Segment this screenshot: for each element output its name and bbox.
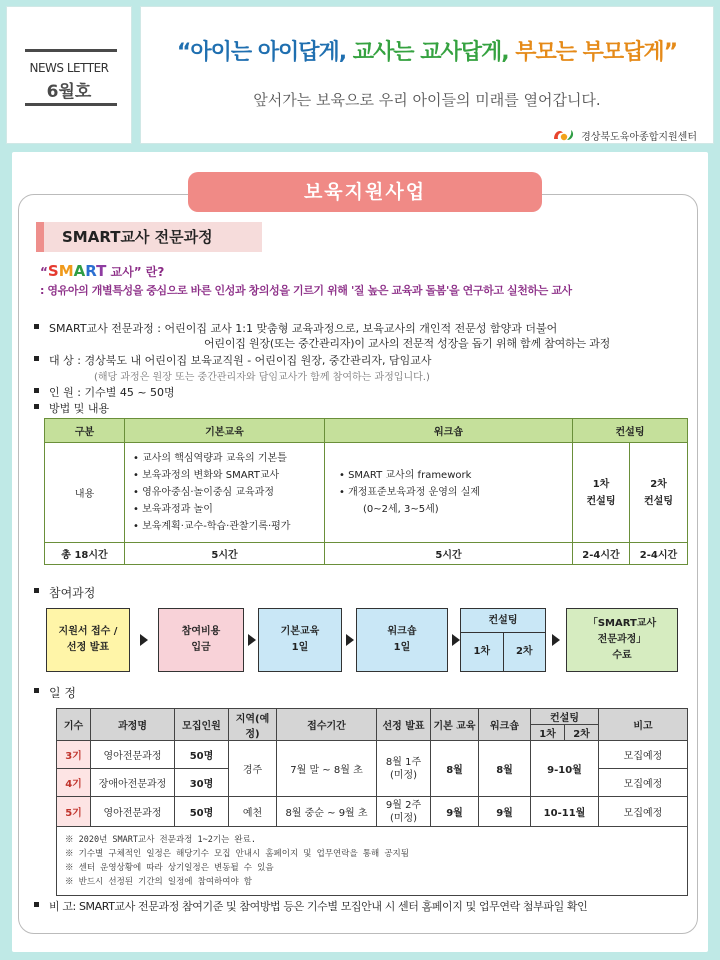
total-cell: 5시간 [125,543,325,565]
slogan-part1: 아이는 아이답게, [190,40,347,65]
col-header: 선정 발표 [377,709,431,741]
basic-list [125,443,325,543]
section-banner: 보육지원사업 [188,172,542,212]
schedule-heading: 일 정 [49,686,76,700]
total-cell: 2-4시간 [630,543,688,565]
consult-2: 2차 컨설팅 [630,443,688,543]
col-subheader: 1차 [531,725,565,741]
personnel-text: 인 원 : 기수별 45 ~ 50명 [49,386,175,399]
org-logo-icon [551,127,577,143]
region-cell: 경주 [229,741,277,797]
list-item: • SMART 교사의 framework [339,470,472,481]
slogan [141,35,713,66]
note-line: ※ 기수별 구체적인 일정은 해당기수 모집 안내시 홈페이지 및 업무연락을 통해 공지됨 [65,849,409,859]
list-item-sub: (0~2세, 3~5세) [363,504,439,515]
organization [551,127,697,143]
smart-letter-m: M [58,262,74,280]
col-header: 모집인원 [175,709,229,741]
quote-open: “ [40,265,48,279]
col-header: 워크숍 [325,419,573,443]
step-consulting [460,608,546,672]
list-item: • 보육계획·교수-학습·관찰기록·평가 [133,521,291,532]
workshop-cell: 8월 [479,741,531,797]
divider [25,103,117,106]
notes-row [57,827,688,896]
step-payment: 참여비용 입금 [158,608,244,672]
arrow-icon [248,634,256,646]
consult-first: 1차 [461,633,504,671]
total-cell: 5시간 [325,543,573,565]
consult-1: 1차 컨설팅 [573,443,630,543]
arrow-icon [452,634,460,646]
basic-cell: 9월 [431,797,479,827]
total-cell: 총 18시간 [45,543,125,565]
note-line: ※ 센터 운영상황에 따라 상기일정은 변동될 수 있음 [65,863,274,873]
smart-letter-a: A [73,262,86,280]
method-text: 방법 및 내용 [49,402,110,415]
row-label: 내용 [45,443,125,543]
smart-letter-s: S [47,262,59,280]
list-item: • 보육과정의 변화와 SMART교사 [133,470,280,481]
smart-letter-r: R [85,262,97,280]
col-header: 컨설팅 [573,419,688,443]
course-line1: SMART교사 전문과정 : 어린이집 교사 1:1 맞춤형 교육과정으로, 보육교사의 개인적 전문성 함양과 더불어 [49,322,558,335]
remark-cell: 모집예정 [599,797,688,827]
col-header: 컨설팅 [531,709,599,725]
arrow-icon [346,634,354,646]
remark-cell: 모집예정 [599,769,688,797]
quote-open: “ [176,40,191,65]
basic-cell: 8월 [431,741,479,797]
course-cell: 영아전문과정 [91,797,175,827]
sub-slogan: 앞서가는 보육으로 우리 아이들의 미래를 열어갑니다. [253,91,601,109]
newsletter-label: NEWS LETTER [29,61,109,75]
process-heading: 참여과정 [49,586,96,600]
smart-letter-t: T [96,262,107,280]
schedule-table [56,708,688,896]
quote-close: ” [663,40,678,65]
section-title: SMART교사 전문과정 [36,222,262,252]
consult-cell: 9-10월 [531,741,599,797]
course-cell: 영아전문과정 [91,741,175,769]
bullet-target [32,352,432,368]
announce-cell: 9월 2주 (미정) [377,797,431,827]
consult-second: 2차 [515,646,533,657]
consult-cell: 10-11월 [531,797,599,827]
smart-definition: : 영유아의 개별특성을 중심으로 바른 인성과 창의성을 기르기 위해 '질 높은 교육과 돌봄'을 연구하고 실천하는 교사 [40,284,572,297]
note-line: ※ 2020년 SMART교사 전문과정 1~2기는 완료. [65,835,256,845]
col-header: 접수기간 [277,709,377,741]
list-item: • 보육과정과 놀이 [133,504,213,515]
table-row [57,797,688,827]
col-header: 구분 [45,419,125,443]
bullet-course [32,320,557,336]
content-table [44,418,688,565]
bullet-personnel [32,384,175,400]
course-line2: 어린이집 원장(또는 중간관리자)이 교사의 전문적 성장을 돕기 위해 함께 참여하는 과정 [204,337,611,350]
remark-cell: 모집예정 [599,741,688,769]
gen-cell: 3기 [57,741,91,769]
notes-cell [57,827,688,896]
announce-cell: 8월 1주 (미정) [377,741,431,797]
arrow-icon [140,634,148,646]
slogan-part2: 교사는 교사답게, [352,40,509,65]
list-item: • 영유아중심·놀이중심 교육과정 [133,487,275,498]
total-cell: 2-4시간 [573,543,630,565]
question-rest: 교사” 란? [106,265,165,279]
gen-cell: 4기 [57,769,91,797]
region-cell: 예천 [229,797,277,827]
step-workshop: 워크숍 1일 [356,608,448,672]
main-card [12,152,708,952]
newsletter-badge [6,6,132,144]
bullet-schedule [32,684,76,701]
bullet-remark [32,898,587,914]
col-header: 기본교육 [125,419,325,443]
divider [25,49,117,52]
count-cell: 30명 [175,769,229,797]
header-banner [140,6,714,144]
period-cell: 7월 말 ~ 8월 초 [277,741,377,797]
col-header: 과정명 [91,709,175,741]
table-row [57,741,688,769]
period-cell: 8월 중순 ~ 9월 초 [277,797,377,827]
list-item: • 개정표준보육과정 운영의 실제 [339,487,481,498]
workshop-cell: 9월 [479,797,531,827]
consult-title: 컨설팅 [461,609,545,633]
slogan-part3: 부모는 부모답게 [515,40,664,65]
col-header: 기수 [57,709,91,741]
step-apply: 지원서 접수 / 선정 발표 [46,608,130,672]
col-header: 비고 [599,709,688,741]
step-completion: 「SMART교사 전문과정」 수료 [566,608,678,672]
count-cell: 50명 [175,741,229,769]
col-subheader: 2차 [565,725,599,741]
issue-month: 6월호 [46,82,92,102]
gen-cell: 5기 [57,797,91,827]
list-item: • 교사의 핵심역량과 교육의 기본틀 [133,453,287,464]
org-name: 경상북도육아종합지원센터 [581,131,697,143]
step-basic-edu: 기본교육 1일 [258,608,342,672]
remark-text: 비 고: SMART교사 전문과정 참여기준 및 참여방법 등은 기수별 모집안내 시 센터 홈페이지 및 업무연락 첨부파일 확인 [49,900,588,913]
target-text: 대 상 : 경상북도 내 어린이집 보육교직원 - 어린이집 원장, 중간관리자, 담임교사 [49,354,432,367]
note-line: ※ 반드시 선정된 기간의 일정에 참여하여야 함 [65,877,253,887]
bullet-process [32,584,95,601]
smart-question [40,262,164,280]
bullet-method [32,400,109,416]
col-header: 지역(예정) [229,709,277,741]
count-cell: 50명 [175,797,229,827]
target-note: (해당 과정은 원장 또는 중간관리자와 담임교사가 함께 참여하는 과정입니다.) [94,372,430,383]
arrow-icon [552,634,560,646]
workshop-list [325,443,573,543]
col-header: 워크숍 [479,709,531,741]
col-header: 기본 교육 [431,709,479,741]
course-cell: 장애아전문과정 [91,769,175,797]
